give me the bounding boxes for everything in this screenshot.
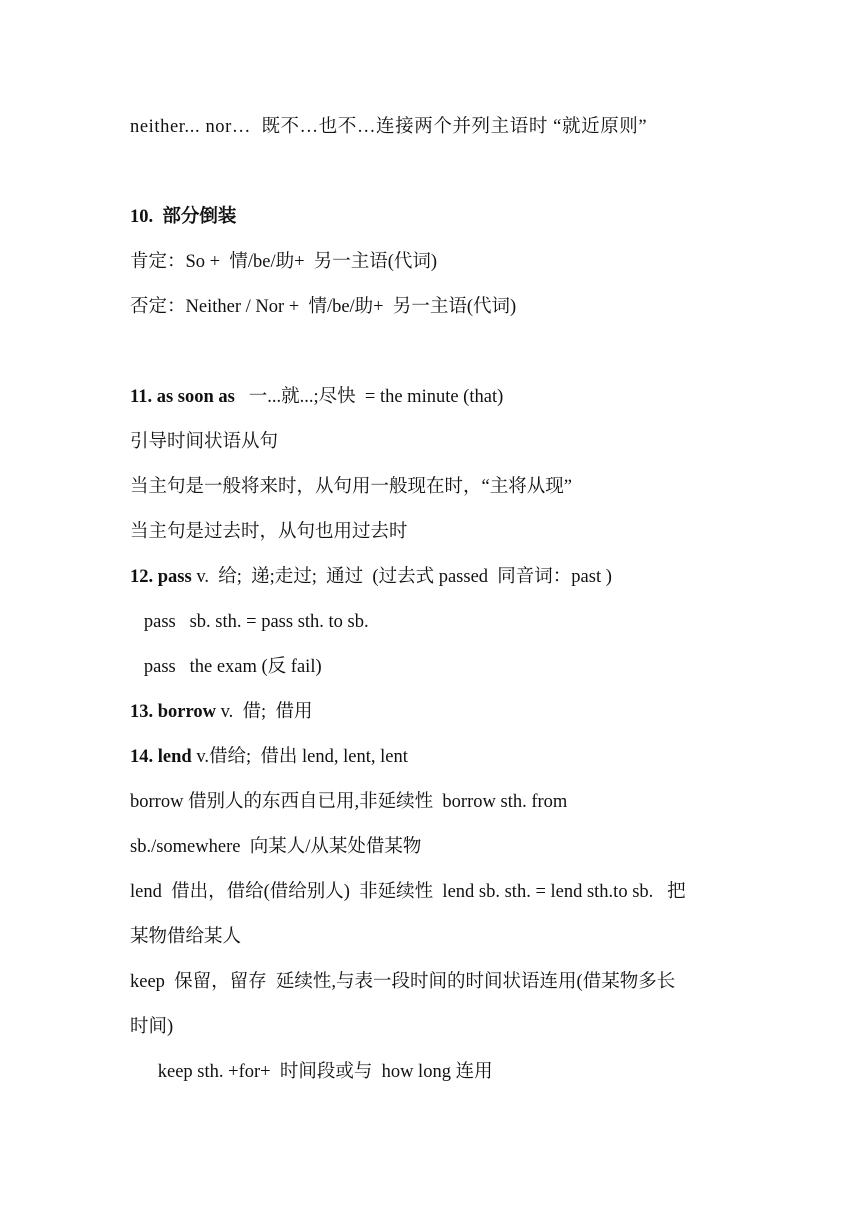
negative-inversion-rule: 否定：Neither / Nor + 情/be/助+ 另一主语(代词) bbox=[130, 297, 517, 317]
clause-note: 引导时间状语从句 bbox=[130, 432, 279, 452]
pass-usage-2: pass the exam (反 fail) bbox=[130, 657, 322, 677]
borrow-note-1: borrow 借别人的东西自已用,非延续性 borrow sth. from bbox=[130, 792, 568, 812]
section-10-heading: 10. 部分倒装 bbox=[130, 207, 237, 227]
lend-note-1: lend 借出，借给(借给别人) 非延续性 lend sb. sth. = lend sth.to sb. 把 bbox=[130, 882, 686, 902]
neither-nor-rule: neither... nor… 既不…也不…连接两个并列主语时 “就近原则” bbox=[130, 117, 648, 137]
section-14-line bbox=[130, 745, 408, 769]
section-12-heading: 12. pass bbox=[130, 567, 192, 587]
section-11-heading: 11. as soon as bbox=[130, 387, 235, 407]
keep-usage: keep sth. +for+ 时间段或与 how long 连用 bbox=[130, 1062, 493, 1082]
section-12-line bbox=[130, 565, 612, 589]
section-13-meaning: v. 借; 借用 bbox=[216, 702, 313, 722]
section-11-line bbox=[130, 385, 503, 409]
section-12-meaning: v. 给; 递;走过; 通过 (过去式 passed 同音词：past ) bbox=[191, 567, 612, 587]
positive-inversion-rule: 肯定：So + 情/be/助+ 另一主语(代词) bbox=[130, 252, 438, 272]
keep-note-1: keep 保留，留存 延续性,与表一段时间的时间状语连用(借某物多长 bbox=[130, 972, 676, 992]
section-14-meaning: v.借给; 借出 lend, lent, lent bbox=[191, 747, 408, 767]
tense-rule-future: 当主句是一般将来时，从句用一般现在时，“主将从现” bbox=[130, 477, 572, 497]
pass-usage-1: pass sb. sth. = pass sth. to sb. bbox=[130, 612, 369, 632]
section-11-meaning: 一...就...;尽快 = the minute (that) bbox=[234, 387, 504, 407]
tense-rule-past: 当主句是过去时，从句也用过去时 bbox=[130, 522, 408, 542]
keep-note-2: 时间) bbox=[130, 1017, 174, 1037]
borrow-note-2: sb./somewhere 向某人/从某处借某物 bbox=[130, 837, 422, 857]
section-13-line bbox=[130, 700, 312, 724]
section-14-heading: 14. lend bbox=[130, 747, 192, 767]
section-13-heading: 13. borrow bbox=[130, 702, 216, 722]
lend-note-2: 某物借给某人 bbox=[130, 927, 242, 947]
